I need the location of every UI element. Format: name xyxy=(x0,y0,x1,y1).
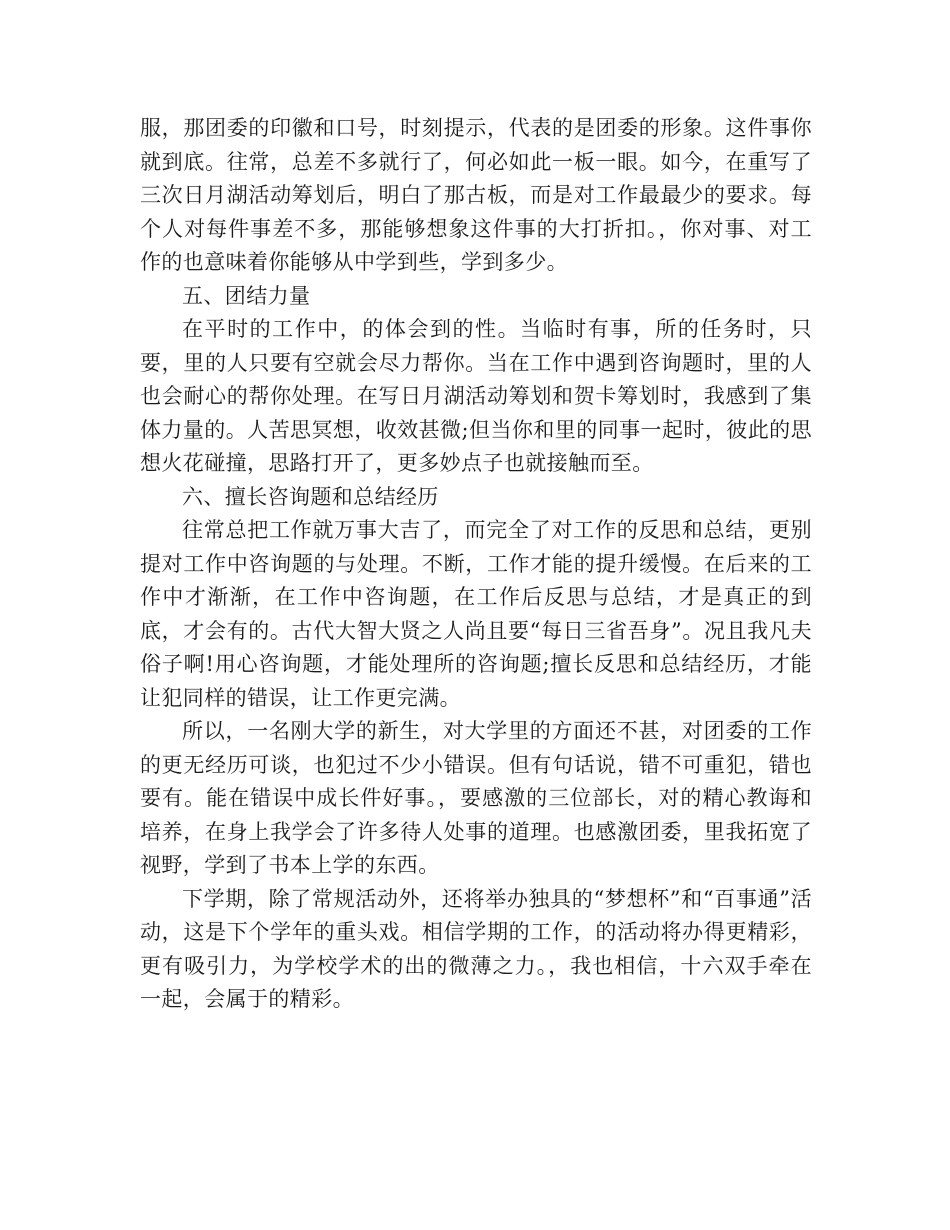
paragraph-continuation: 服，那团委的印徽和口号，时刻提示，代表的是团委的形象。这件事你就到底。往常，总差不多就行了，何必如此一板一眼。如今，在重写了三次日月湖活动筹划后，明白了那古板，而是对工作最最少的要求。每个人对每件事差不多，那能够想象这件事的大打折扣。，你对事、对工作的也意味着你能够从中学到些，学到多少。 xyxy=(140,116,812,274)
paragraph-next-term: 下学期，除了常规活动外，还将举办独具的“梦想杯”和“百事通”活动，这是下个学年的重头戏。相信学期的工作，的活动将办得更精彩，更有吸引力，为学校学术的出的微薄之力。，我也相信，十六双手牵在一起，会属于的精彩。 xyxy=(140,886,812,1011)
paragraph-summary: 往常总把工作就万事大吉了，而完全了对工作的反思和总结，更别提对工作中咨询题的与处理。不断，工作才能的提升缓慢。在后来的工作中才渐渐，在工作中咨询题，在工作后反思与总结，才是真正的到底，才会有的。古代大智大贤之人尚且要“每日三省吾身”。况且我凡夫俗子啊!用心咨询题，才能处理所的咨询题;擅长反思和总结经历，才能让犯同样的错误，让工作更完满。 xyxy=(140,518,812,710)
paragraph-conclusion: 所以，一名刚大学的新生，对大学里的方面还不甚，对团委的工作的更无经历可谈，也犯过不少小错误。但有句话说，错不可重犯，错也要有。能在错误中成长件好事。，要感激的三位部长，对的精心教诲和培养，在身上我学会了许多待人处事的道理。也感激团委，里我拓宽了视野，学到了书本上学的东西。 xyxy=(140,719,812,877)
paragraph-unity: 在平时的工作中，的体会到的性。当临时有事，所的任务时，只要，里的人只要有空就会尽力帮你。当在工作中遇到咨询题时，里的人也会耐心的帮你处理。在写日月湖活动筹划和贺卡筹划时，我感到了集体力量的。人苦思冥想，收效甚微;但当你和里的同事一起时，彼此的思想火花碰撞，思路打开了，更多妙点子也就接触而至。 xyxy=(140,317,812,475)
section-heading-summary: 六、擅长咨询题和总结经历 xyxy=(182,484,439,509)
document-body xyxy=(140,112,812,1017)
section-heading-unity: 五、团结力量 xyxy=(182,283,311,308)
